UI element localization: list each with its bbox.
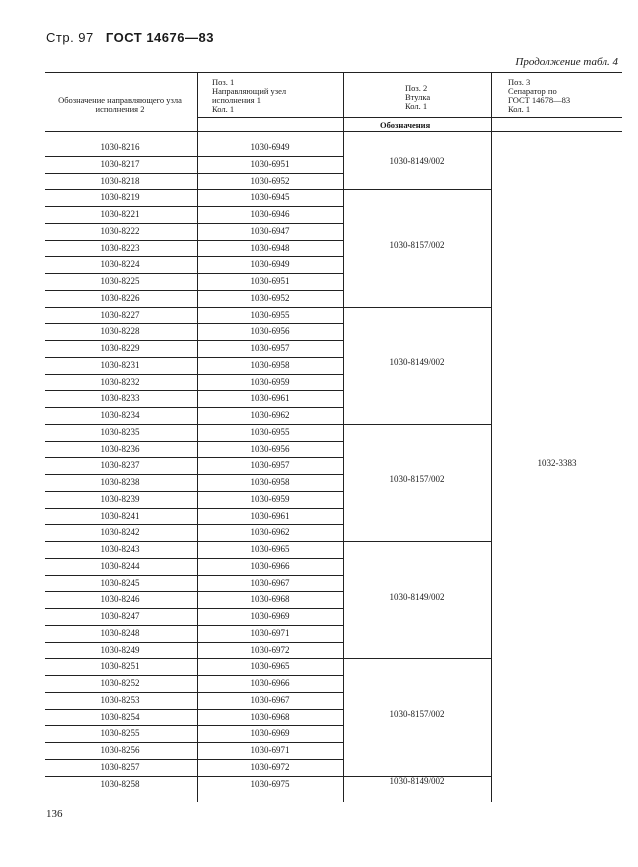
guide-unit-variant-1: 1030-6949: [250, 259, 290, 270]
bushing-value: 1030-8157/002: [389, 474, 445, 485]
guide-unit-variant-2: 1030-8256: [100, 745, 140, 755]
col4-pos: Поз. 3: [508, 77, 531, 87]
guide-unit-variant-2: 1030-8239: [100, 493, 140, 504]
col2-header: [212, 78, 286, 114]
guide-unit-variant-1: 1030-6945: [250, 192, 290, 203]
guide-unit-variant-2: 1030-8241: [100, 510, 140, 521]
guide-unit-variant-2: 1030-8216: [100, 142, 140, 152]
guide-unit-variant-1: 1030-6969: [250, 728, 290, 739]
col4-standard: ГОСТ 14678—83: [508, 95, 571, 105]
page-number: 136: [46, 808, 63, 820]
guide-unit-variant-2: 1030-8219: [100, 192, 140, 203]
guide-unit-variant-1: 1030-6966: [250, 678, 290, 688]
guide-unit-variant-1: 1030-6967: [250, 694, 290, 705]
guide-unit-variant-2: 1030-8254: [100, 711, 140, 722]
col4-header: [508, 78, 570, 114]
guide-unit-variant-1: 1030-6971: [250, 627, 290, 638]
guide-unit-variant-2: 1030-8225: [100, 276, 140, 286]
guide-unit-variant-1: 1030-6967: [250, 577, 290, 588]
separator-value: 1032-3383: [537, 458, 577, 468]
guide-unit-variant-2: 1030-8243: [100, 544, 140, 554]
guide-unit-variant-2: 1030-8237: [100, 460, 140, 471]
guide-unit-variant-2: 1030-8245: [100, 577, 140, 588]
guide-unit-variant-2: 1030-8227: [100, 309, 140, 320]
guide-unit-variant-2: 1030-8252: [100, 678, 140, 688]
guide-unit-variant-2: 1030-8251: [100, 661, 140, 672]
col2-qty: Кол. 1: [212, 104, 235, 114]
guide-unit-variant-1: 1030-6947: [250, 225, 290, 236]
guide-unit-variant-1: 1030-6956: [250, 443, 290, 454]
guide-unit-variant-2: 1030-8244: [100, 560, 140, 571]
guide-unit-variant-1: 1030-6958: [250, 477, 290, 487]
guide-unit-variant-2: 1030-8249: [100, 644, 140, 655]
guide-unit-variant-1: 1030-6961: [250, 510, 290, 521]
guide-unit-variant-2: 1030-8222: [100, 225, 140, 236]
group-divider: [343, 189, 491, 190]
guide-unit-variant-1: 1030-6952: [250, 175, 290, 186]
guide-unit-variant-2: 1030-8224: [100, 259, 140, 270]
guide-unit-variant-1: 1030-6958: [250, 359, 290, 370]
guide-unit-variant-1: 1030-6949: [250, 142, 290, 152]
bushing-value: 1030-8157/002: [389, 708, 445, 719]
header-bottom-border: [45, 131, 622, 132]
guide-unit-variant-2: 1030-8236: [100, 443, 140, 454]
guide-unit-variant-1: 1030-6948: [250, 242, 290, 253]
page-label: Стр. 97: [46, 30, 94, 45]
guide-unit-variant-2: 1030-8238: [100, 477, 140, 487]
guide-unit-variant-2: 1030-8221: [100, 209, 140, 219]
guide-unit-variant-1: 1030-6965: [250, 544, 290, 554]
col2-variant: исполнения 1: [212, 95, 261, 105]
guide-unit-variant-2: 1030-8234: [100, 410, 140, 420]
guide-unit-variant-1: 1030-6955: [250, 309, 290, 320]
col3-title: Втулка: [405, 92, 431, 102]
col4-title: Сепаратор по: [508, 86, 557, 96]
col4-qty: Кол. 1: [508, 104, 531, 114]
bushing-value: 1030-8149/002: [389, 775, 445, 786]
guide-unit-variant-1: 1030-6951: [250, 276, 290, 286]
col-divider-3: [491, 72, 492, 802]
guide-unit-variant-2: 1030-8226: [100, 292, 140, 303]
bushing-value: 1030-8149/002: [389, 156, 445, 167]
col3-header: [405, 84, 430, 111]
col3-qty: Кол. 1: [405, 101, 428, 111]
col2-pos: Поз. 1: [212, 77, 235, 87]
guide-unit-variant-1: 1030-6951: [250, 158, 290, 169]
guide-unit-variant-1: 1030-6969: [250, 611, 290, 621]
guide-unit-variant-2: 1030-8235: [100, 426, 140, 437]
guide-unit-variant-1: 1030-6972: [250, 761, 290, 772]
guide-unit-variant-2: 1030-8248: [100, 627, 140, 638]
guide-unit-variant-2: 1030-8218: [100, 175, 140, 186]
guide-unit-variant-1: 1030-6957: [250, 343, 290, 353]
table-top-border: [45, 72, 622, 73]
designation-header: Обозначения: [380, 120, 431, 130]
group-divider: [343, 541, 491, 542]
col3-pos: Поз. 2: [405, 83, 428, 93]
guide-unit-variant-1: 1030-6971: [250, 745, 290, 755]
guide-unit-variant-1: 1030-6962: [250, 410, 290, 420]
bushing-value: 1030-8149/002: [389, 591, 445, 602]
guide-unit-variant-2: 1030-8223: [100, 242, 140, 253]
col2-title: Направляющий узел: [212, 86, 287, 96]
guide-unit-variant-1: 1030-6968: [250, 711, 290, 722]
designation-rule: [198, 117, 622, 118]
guide-unit-variant-2: 1030-8232: [100, 376, 140, 387]
continuation-note: Продолжение табл. 4: [515, 56, 618, 68]
page-header: [46, 30, 214, 45]
guide-unit-variant-2: 1030-8233: [100, 393, 140, 404]
group-divider: [343, 658, 491, 659]
bushing-value: 1030-8149/002: [389, 357, 445, 368]
guide-unit-variant-2: 1030-8257: [100, 761, 140, 772]
guide-unit-variant-1: 1030-6957: [250, 460, 290, 471]
guide-unit-variant-1: 1030-6975: [250, 778, 290, 789]
guide-unit-variant-2: 1030-8228: [100, 326, 140, 337]
col1-header: Обозначение направляющего узла исполнения 2: [58, 95, 182, 114]
guide-unit-variant-1: 1030-6946: [250, 209, 290, 219]
guide-unit-variant-1: 1030-6962: [250, 527, 290, 538]
guide-unit-variant-1: 1030-6972: [250, 644, 290, 655]
col-divider-2: [343, 72, 344, 802]
group-divider: [343, 424, 491, 425]
standard-number: ГОСТ 14676—83: [105, 30, 214, 45]
guide-unit-variant-2: 1030-8242: [100, 527, 140, 538]
guide-unit-variant-1: 1030-6968: [250, 594, 290, 605]
guide-unit-variant-2: 1030-8217: [100, 158, 140, 169]
guide-unit-variant-1: 1030-6959: [250, 493, 290, 504]
bushing-value: 1030-8157/002: [389, 239, 445, 250]
guide-unit-variant-2: 1030-8231: [100, 359, 140, 370]
guide-unit-variant-1: 1030-6955: [250, 426, 290, 437]
guide-unit-variant-1: 1030-6956: [250, 326, 290, 337]
guide-unit-variant-2: 1030-8253: [100, 694, 140, 705]
group-divider: [343, 307, 491, 308]
guide-unit-variant-1: 1030-6966: [250, 560, 290, 571]
guide-unit-variant-1: 1030-6965: [250, 661, 290, 672]
guide-unit-variant-2: 1030-8255: [100, 728, 140, 739]
guide-unit-variant-2: 1030-8229: [100, 343, 140, 353]
guide-unit-variant-2: 1030-8246: [100, 594, 140, 605]
guide-unit-variant-2: 1030-8247: [100, 611, 140, 621]
guide-unit-variant-1: 1030-6959: [250, 376, 290, 387]
guide-unit-variant-2: 1030-8258: [100, 778, 140, 789]
guide-unit-variant-1: 1030-6961: [250, 393, 290, 404]
guide-unit-variant-1: 1030-6952: [250, 292, 290, 303]
